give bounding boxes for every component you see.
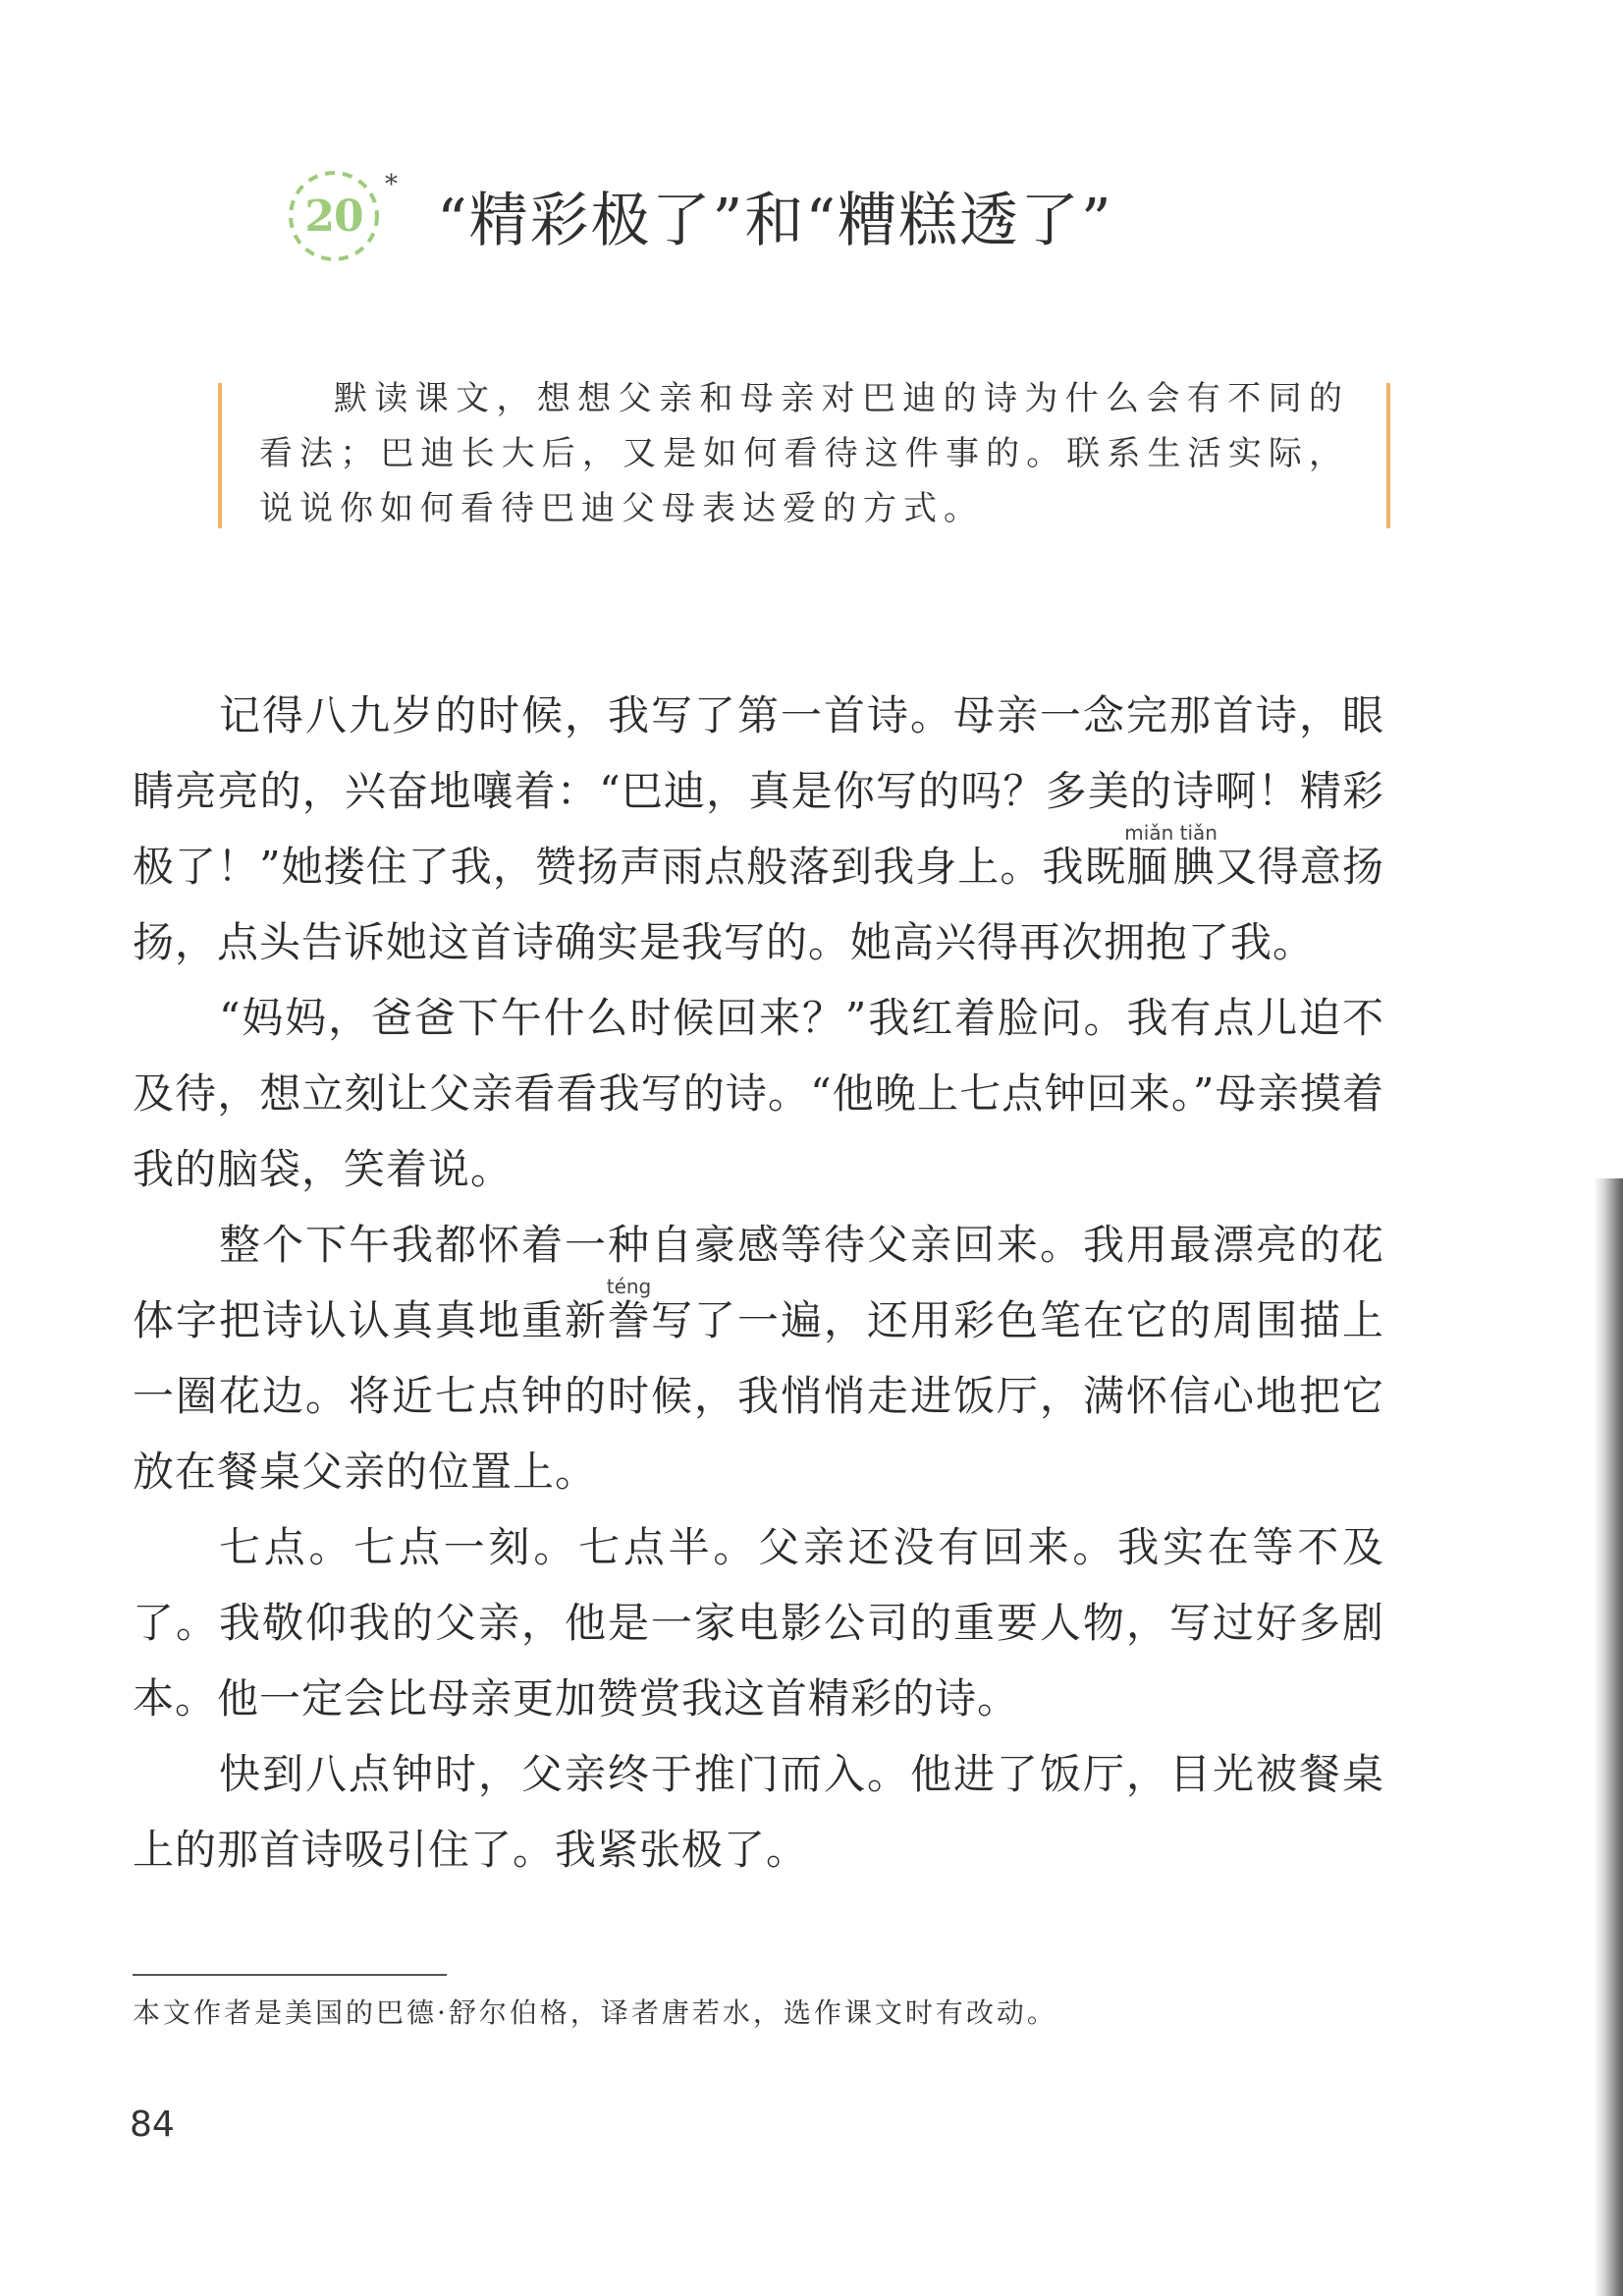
reading-instruction-box bbox=[218, 371, 1390, 536]
lesson-body bbox=[133, 678, 1384, 1887]
footnote-divider bbox=[133, 1974, 447, 1976]
book-binding-shadow bbox=[1594, 1178, 1623, 2296]
pinyin-teng: téng bbox=[606, 1275, 652, 1298]
paragraph-1 bbox=[133, 678, 1384, 980]
self-study-marker: * bbox=[385, 170, 398, 199]
pinyin-miantian: miǎn tiǎn bbox=[1124, 821, 1217, 845]
paragraph-3-part-a: 整个下午我都怀着一种自豪感等待父亲回来。我用最漂亮的花体字把诗认认真真地重新 bbox=[133, 1221, 1384, 1344]
instruction-text: 默读课文，想想父亲和母亲对巴迪的诗为什么会有不同的看法；巴迪长大后，又是如何看待这件事的。联系生活实际，说说你如何看待巴迪父母表达爱的方式。 bbox=[259, 379, 1349, 528]
paragraph-5: 快到八点钟时，父亲终于推门而入。他进了饭厅，目光被餐桌上的那首诗吸引住了。我紧张极了。 bbox=[133, 1750, 1384, 1874]
paragraph-2: “妈妈，爸爸下午什么时候回来？”我红着脸问。我有点儿迫不及待，想立刻让父亲看看我写的诗。“他晚上七点钟回来。”母亲摸着我的脑袋，笑着说。 bbox=[133, 994, 1384, 1193]
paragraph-4: 七点。七点一刻。七点半。父亲还没有回来。我实在等不及了。我敬仰我的父亲，他是一家电影公司的重要人物，写过好多剧本。他一定会比母亲更加赞赏我这首精彩的诗。 bbox=[133, 1523, 1384, 1722]
paragraph-3 bbox=[133, 1207, 1384, 1509]
ruby-base-teng: 誊 bbox=[606, 1296, 652, 1344]
lesson-title-row bbox=[285, 162, 1113, 270]
paragraph-1-part-a: 记得八九岁的时候，我写了第一首诗。母亲一念完那首诗，眼睛亮亮的，兴奋地嚷着：“巴迪，真是你写的吗？多美的诗啊！精彩极了！”她搂住了我，赞扬声雨点般落到我身上。我既 bbox=[133, 691, 1384, 891]
page-number: 84 bbox=[130, 2105, 175, 2145]
paragraph-1-part-b: 又得意扬扬，点头告诉她这首诗确实是我写的。她高兴得再次拥抱了我。 bbox=[133, 843, 1384, 966]
paragraph-3-part-b: 写了一遍，还用彩色笔在它的周围描上一圈花边。将近七点钟的时候，我悄悄走进饭厅，满怀信心地把它放在餐桌父亲的位置上。 bbox=[133, 1296, 1384, 1496]
lesson-number: 20 bbox=[304, 191, 363, 242]
lesson-title: “精彩极了”和“糟糕透了” bbox=[437, 187, 1113, 255]
ruby-base-miantian: 腼腆 bbox=[1124, 843, 1217, 891]
footnote: 本文作者是美国的巴德·舒尔伯格，译者唐若水，选作课文时有改动。 bbox=[133, 1996, 1057, 2029]
lesson-number-badge bbox=[285, 167, 383, 265]
pinyin-annotation-teng bbox=[606, 1275, 652, 1344]
instruction-right-border bbox=[1386, 383, 1390, 528]
pinyin-annotation-miantian bbox=[1124, 821, 1217, 891]
instruction-left-border bbox=[218, 383, 222, 528]
